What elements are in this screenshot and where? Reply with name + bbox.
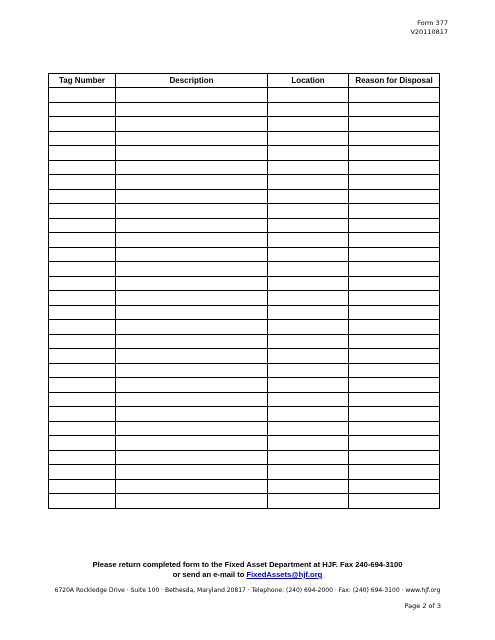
table-row — [49, 465, 440, 480]
table-row — [49, 175, 440, 190]
description-cell[interactable] — [116, 392, 268, 407]
location-cell[interactable] — [268, 392, 349, 407]
reason-cell[interactable] — [349, 262, 440, 277]
reason-cell[interactable] — [349, 204, 440, 219]
reason-cell[interactable] — [349, 392, 440, 407]
location-cell[interactable] — [268, 378, 349, 393]
tag-number-cell[interactable] — [49, 291, 116, 306]
tag-number-cell[interactable] — [49, 465, 116, 480]
location-cell[interactable] — [268, 450, 349, 465]
description-cell[interactable] — [116, 204, 268, 219]
location-cell[interactable] — [268, 233, 349, 248]
tag-number-cell[interactable] — [49, 494, 116, 509]
tag-number-cell[interactable] — [49, 349, 116, 364]
organization-address: 6720A Rockledge Drive · Suite 100 · Bethesda, Maryland 20817 · Telephone: (240) 694-2000 · Fax: (240) 694-3100 · www.hjf.org — [54, 587, 441, 594]
table-row — [49, 131, 440, 146]
disposal-table — [48, 73, 440, 509]
reason-cell[interactable] — [349, 102, 440, 117]
reason-cell[interactable] — [349, 175, 440, 190]
form-identifier — [410, 19, 448, 37]
description-cell[interactable] — [116, 349, 268, 364]
reason-cell[interactable] — [349, 465, 440, 480]
location-cell[interactable] — [268, 363, 349, 378]
location-cell[interactable] — [268, 102, 349, 117]
description-cell[interactable] — [116, 494, 268, 509]
table-row — [49, 233, 440, 248]
header-tag-number: Tag Number — [49, 74, 116, 88]
reason-cell[interactable] — [349, 479, 440, 494]
tag-number-cell[interactable] — [49, 233, 116, 248]
tag-number-cell[interactable] — [49, 392, 116, 407]
description-cell[interactable] — [116, 479, 268, 494]
tag-number-cell[interactable] — [49, 305, 116, 320]
description-cell[interactable] — [116, 102, 268, 117]
header-description: Description — [116, 74, 268, 88]
description-cell[interactable] — [116, 276, 268, 291]
email-link[interactable]: FixedAssets@hjf.org — [246, 570, 323, 579]
description-cell[interactable] — [116, 378, 268, 393]
location-cell[interactable] — [268, 247, 349, 262]
header-location: Location — [268, 74, 349, 88]
table-row — [49, 392, 440, 407]
tag-number-cell[interactable] — [49, 479, 116, 494]
page-number: Page 2 of 3 — [404, 602, 441, 610]
tag-number-cell[interactable] — [49, 88, 116, 103]
reason-cell[interactable] — [349, 378, 440, 393]
tag-number-cell[interactable] — [49, 160, 116, 175]
tag-number-cell[interactable] — [49, 189, 116, 204]
form-number: Form 377 — [417, 19, 448, 27]
location-cell[interactable] — [268, 334, 349, 349]
table-row — [49, 407, 440, 422]
table-row — [49, 146, 440, 161]
reason-cell[interactable] — [349, 247, 440, 262]
reason-cell[interactable] — [349, 305, 440, 320]
tag-number-cell[interactable] — [49, 175, 116, 190]
reason-cell[interactable] — [349, 334, 440, 349]
table-row — [49, 378, 440, 393]
tag-number-cell[interactable] — [49, 218, 116, 233]
table-row — [49, 320, 440, 335]
reason-cell[interactable] — [349, 349, 440, 364]
reason-cell[interactable] — [349, 407, 440, 422]
tag-number-cell[interactable] — [49, 146, 116, 161]
table-row — [49, 334, 440, 349]
table-row — [49, 218, 440, 233]
location-cell[interactable] — [268, 291, 349, 306]
table-row — [49, 160, 440, 175]
location-cell[interactable] — [268, 305, 349, 320]
location-cell[interactable] — [268, 349, 349, 364]
tag-number-cell[interactable] — [49, 363, 116, 378]
location-cell[interactable] — [268, 465, 349, 480]
tag-number-cell[interactable] — [49, 131, 116, 146]
table-row — [49, 450, 440, 465]
table-row — [49, 291, 440, 306]
reason-cell[interactable] — [349, 146, 440, 161]
table-header-row — [49, 74, 440, 88]
description-cell[interactable] — [116, 247, 268, 262]
description-cell[interactable] — [116, 291, 268, 306]
location-cell[interactable] — [268, 421, 349, 436]
location-cell[interactable] — [268, 262, 349, 277]
description-cell[interactable] — [116, 218, 268, 233]
table-row — [49, 421, 440, 436]
reason-cell[interactable] — [349, 131, 440, 146]
reason-cell[interactable] — [349, 233, 440, 248]
tag-number-cell[interactable] — [49, 407, 116, 422]
tag-number-cell[interactable] — [49, 320, 116, 335]
location-cell[interactable] — [268, 189, 349, 204]
reason-cell[interactable] — [349, 421, 440, 436]
description-cell[interactable] — [116, 334, 268, 349]
header-reason-for-disposal: Reason for Disposal — [349, 74, 440, 88]
tag-number-cell[interactable] — [49, 102, 116, 117]
return-instructions-line1: Please return completed form to the Fixed Asset Department at HJF. Fax 240-694-3100 — [92, 560, 403, 569]
table-row — [49, 189, 440, 204]
location-cell[interactable] — [268, 160, 349, 175]
location-cell[interactable] — [268, 131, 349, 146]
table-row — [49, 436, 440, 451]
description-cell[interactable] — [116, 436, 268, 451]
tag-number-cell[interactable] — [49, 247, 116, 262]
location-cell[interactable] — [268, 117, 349, 132]
tag-number-cell[interactable] — [49, 262, 116, 277]
location-cell[interactable] — [268, 436, 349, 451]
location-cell[interactable] — [268, 494, 349, 509]
description-cell[interactable] — [116, 189, 268, 204]
reason-cell[interactable] — [349, 436, 440, 451]
location-cell[interactable] — [268, 146, 349, 161]
reason-cell[interactable] — [349, 494, 440, 509]
description-cell[interactable] — [116, 160, 268, 175]
reason-cell[interactable] — [349, 88, 440, 103]
tag-number-cell[interactable] — [49, 276, 116, 291]
tag-number-cell[interactable] — [49, 334, 116, 349]
description-cell[interactable] — [116, 146, 268, 161]
description-cell[interactable] — [116, 175, 268, 190]
description-cell[interactable] — [116, 117, 268, 132]
table-body — [49, 88, 440, 509]
description-cell[interactable] — [116, 262, 268, 277]
description-cell[interactable] — [116, 305, 268, 320]
table-row — [49, 117, 440, 132]
description-cell[interactable] — [116, 233, 268, 248]
description-cell[interactable] — [116, 88, 268, 103]
table-row — [49, 349, 440, 364]
description-cell[interactable] — [116, 363, 268, 378]
table-row — [49, 363, 440, 378]
location-cell[interactable] — [268, 276, 349, 291]
location-cell[interactable] — [268, 320, 349, 335]
location-cell[interactable] — [268, 479, 349, 494]
description-cell[interactable] — [116, 465, 268, 480]
reason-cell[interactable] — [349, 363, 440, 378]
reason-cell[interactable] — [349, 218, 440, 233]
description-cell[interactable] — [116, 421, 268, 436]
tag-number-cell[interactable] — [49, 204, 116, 219]
reason-cell[interactable] — [349, 160, 440, 175]
reason-cell[interactable] — [349, 117, 440, 132]
location-cell[interactable] — [268, 407, 349, 422]
description-cell[interactable] — [116, 450, 268, 465]
form-version: V20110817 — [410, 28, 448, 36]
return-instructions — [0, 560, 495, 580]
tag-number-cell[interactable] — [49, 378, 116, 393]
table-row — [49, 494, 440, 509]
reason-cell[interactable] — [349, 276, 440, 291]
table-row — [49, 276, 440, 291]
reason-cell[interactable] — [349, 291, 440, 306]
reason-cell[interactable] — [349, 450, 440, 465]
table-row — [49, 204, 440, 219]
table-row — [49, 479, 440, 494]
location-cell[interactable] — [268, 175, 349, 190]
return-instructions-line2 — [0, 570, 495, 580]
description-cell[interactable] — [116, 320, 268, 335]
table-row — [49, 305, 440, 320]
table-row — [49, 247, 440, 262]
email-prefix: or send an e-mail to — [172, 570, 247, 579]
tag-number-cell[interactable] — [49, 117, 116, 132]
tag-number-cell[interactable] — [49, 450, 116, 465]
location-cell[interactable] — [268, 218, 349, 233]
reason-cell[interactable] — [349, 189, 440, 204]
location-cell[interactable] — [268, 204, 349, 219]
location-cell[interactable] — [268, 88, 349, 103]
description-cell[interactable] — [116, 407, 268, 422]
table-row — [49, 102, 440, 117]
tag-number-cell[interactable] — [49, 421, 116, 436]
reason-cell[interactable] — [349, 320, 440, 335]
table-row — [49, 262, 440, 277]
table-row — [49, 88, 440, 103]
description-cell[interactable] — [116, 131, 268, 146]
tag-number-cell[interactable] — [49, 436, 116, 451]
